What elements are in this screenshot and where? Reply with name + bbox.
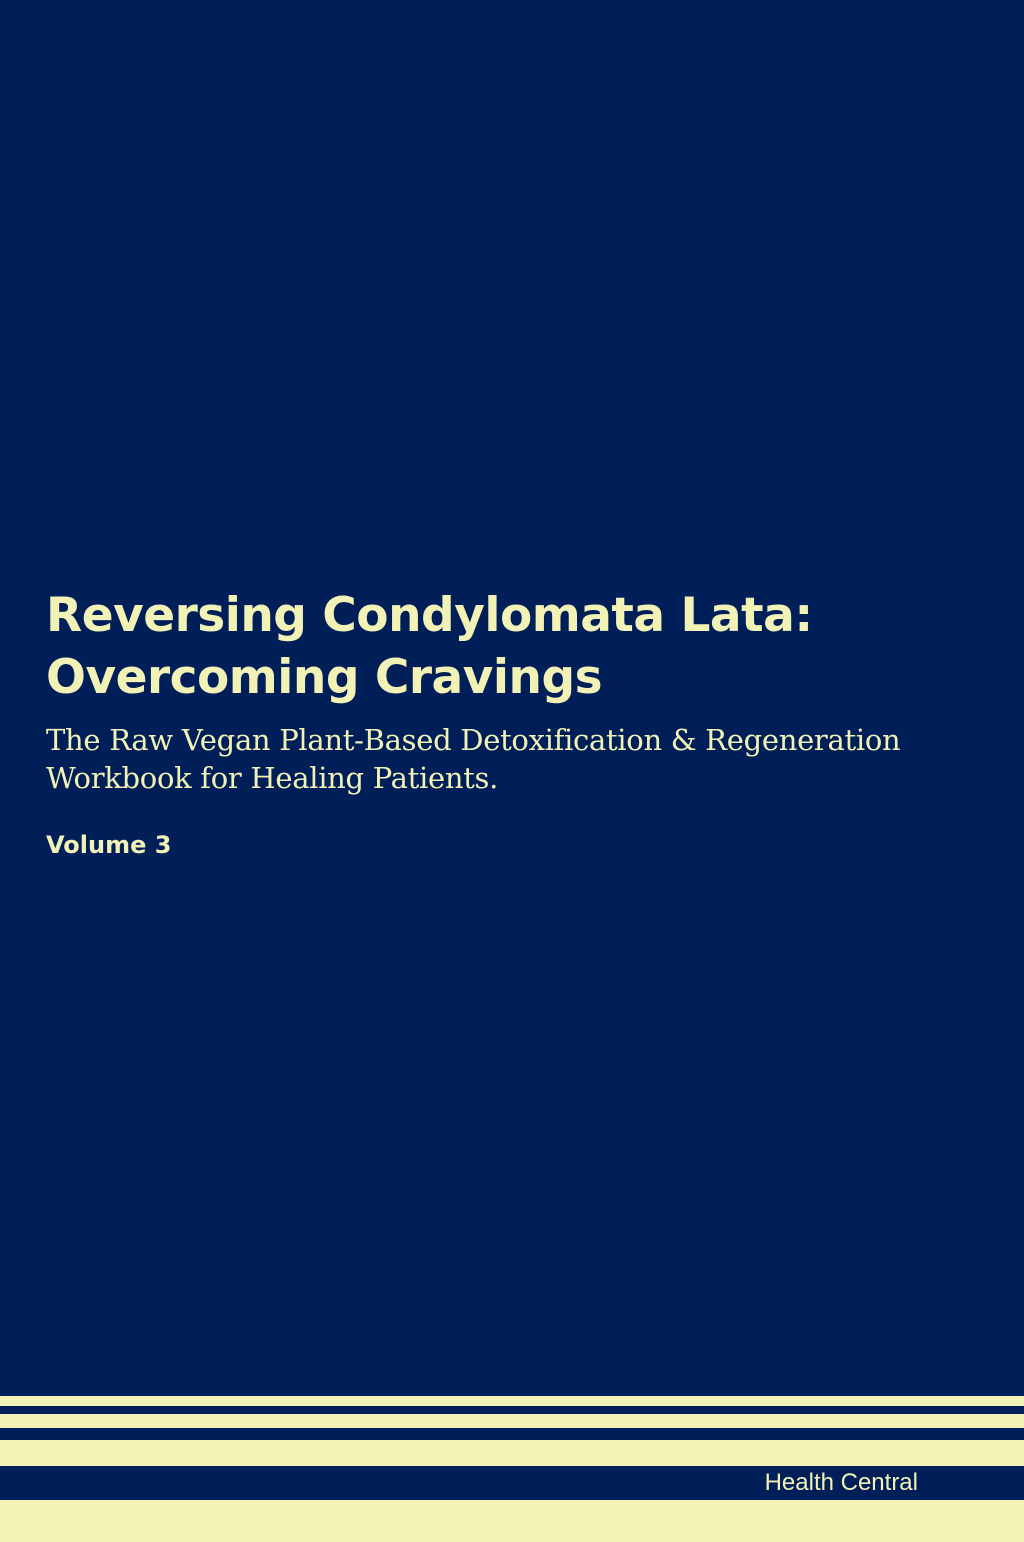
subtitle-line-2: Workbook for Healing Patients.	[46, 761, 499, 795]
decorative-stripe	[0, 1396, 1024, 1406]
decorative-stripe	[0, 1500, 1024, 1542]
volume-label: Volume 3	[46, 831, 172, 859]
subtitle-line-1: The Raw Vegan Plant-Based Detoxification & Regeneration	[46, 723, 901, 757]
title-line-1: Reversing Condylomata Lata:	[46, 588, 813, 643]
title-line-2: Overcoming Cravings	[46, 650, 603, 705]
decorative-stripe	[0, 1440, 1024, 1466]
decorative-stripe	[0, 1414, 1024, 1428]
title-block	[46, 585, 986, 859]
publisher-name: Health Central	[764, 1469, 918, 1496]
subtitle	[46, 721, 986, 797]
